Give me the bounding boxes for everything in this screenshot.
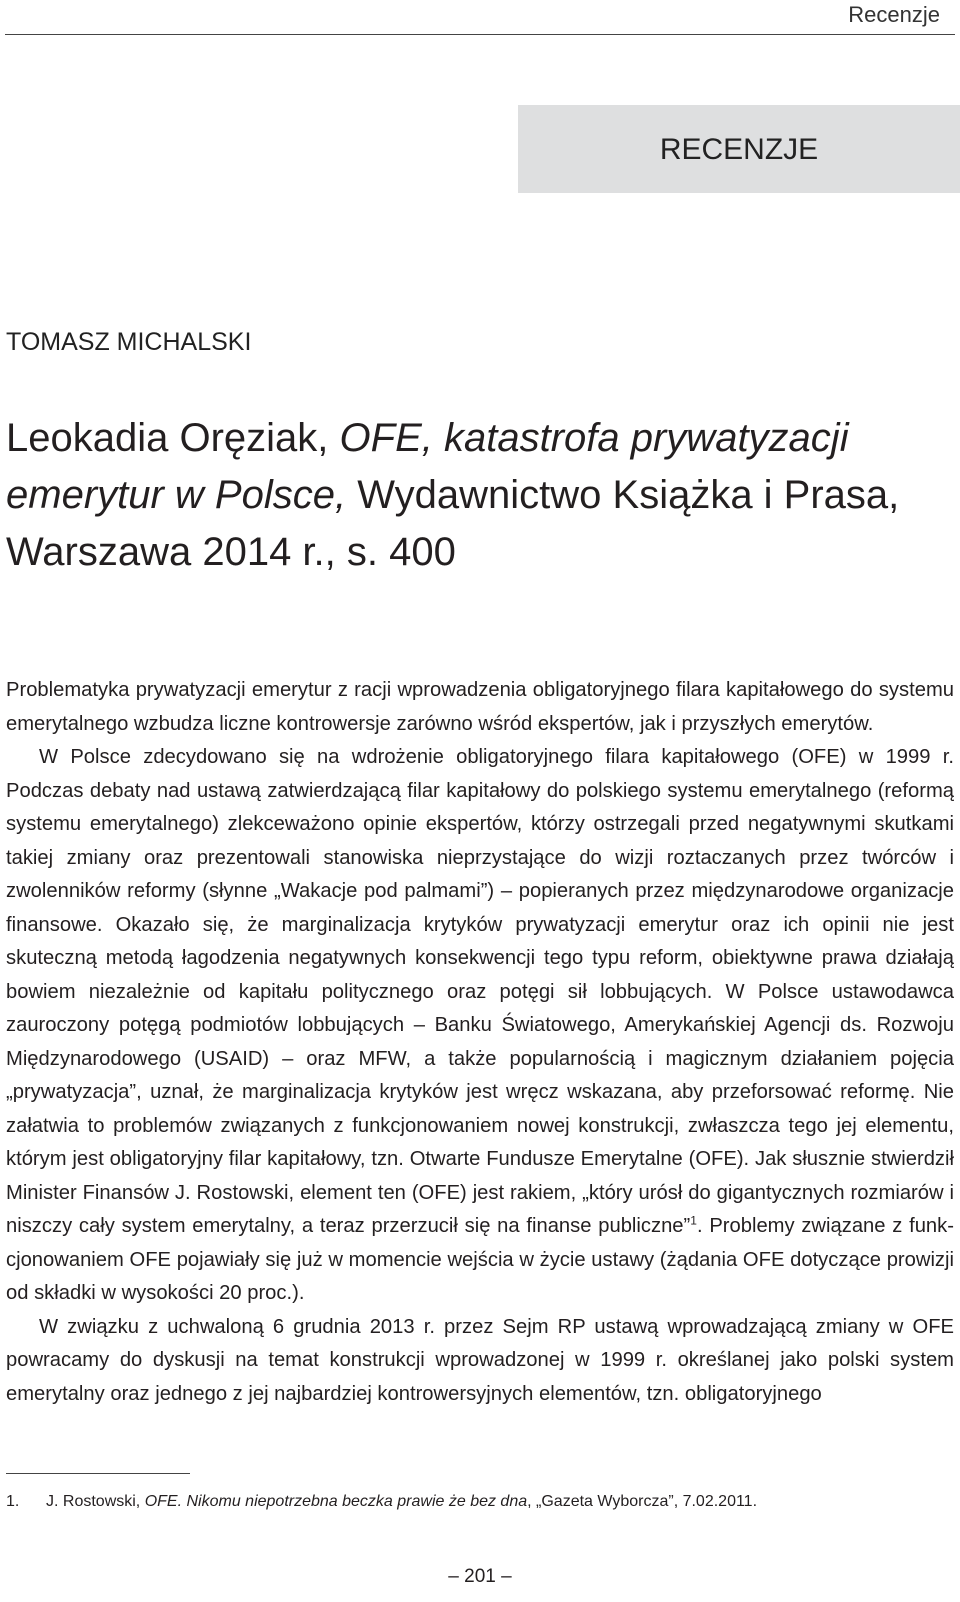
paragraph-text: W Polsce zdecydowano się na wdrożenie obligatoryjnego filara kapitałowego (OFE) w 1999 r. Podczas debaty nad ustawą zatwierdzającą filar kapitałowy do polskiego systemu emerytalnego (reformą systemu emerytalnego) zlekceważono opinie ekspertów, którzy ostrzegali przed negatywnymi skutkami takiej zmiany oraz prezentowali stanowiska nieprzystające do wizji roztaczanych przez twórców i zwolenników reformy (słynne „Wakacje pod palmami”) – popieranych przez międzynarodowe organizacje finansowe. Okazało się, że marginalizacja krytyków prywatyzacji emerytur oraz ich opinii nie jest skuteczną metodą łagodzenia negatywnych konsekwencji tego typu reform, obiektywne prawa działają bowiem niezależnie od kapitału politycznego oraz potęgi sił lobbujących. W Polsce ustawodawca zauroczony potęgą podmiotów lobbujących – Banku Światowego, Amerykańskiej Agencji ds. Rozwoju Międzynarodowego (USAID) – oraz MFW, a także popularnością i magicznym działaniem pojęcia „prywatyzacja”, uznał, że marginalizacja krytyków jest wręcz wskazana, aby przeforsować reformę. Nie załatwia to problemów związanych z funkcjonowaniem nowej konstrukcji, zwłaszcza tego jej elementu, którym jest obligatoryjny filar kapitałowy, tzn. Otwarte Fundusze Emerytalne (OFE). Jak słusznie stwierdził Minister Finansów J. Rostowski, element ten (OFE) jest rakiem, „który urósł do gigantycznych rozmiarów i niszczy cały system emerytalny, a teraz przerzucił się na finanse publiczne” <box>6 746 954 1237</box>
footnote-author: J. Rostowski, <box>46 1493 141 1510</box>
paragraph: W związku z uchwaloną 6 grudnia 2013 r. przez Sejm RP ustawą wprowadzającą zmiany w OFE powracamy do dyskusji na temat konstrukcji wprowadzonej w 1999 r. określanej jako polski system emerytalny oraz jednego z jej najbardziej kontrowersyjnych elementów, tzn. obligatoryjnego <box>6 1315 954 1405</box>
header-divider <box>5 34 955 35</box>
section-banner <box>518 105 960 193</box>
paragraph-text: . Problemy związane z funkcjonowaniem OFE pojawiały się już w momencie wejścia w życie ustawy (żądania OFE dotyczące prowizji od składki w wysokości 20 proc.). <box>6 1215 954 1304</box>
review-body <box>6 674 954 1411</box>
footnote-number: 1. <box>6 1493 20 1510</box>
paragraph: Problematyka prywatyzacji emerytur z racji wprowadzenia obligatoryjnego filara kapitałowego do systemu emerytalnego wzbudza liczne kontrowersje zarówno wśród ekspertów, jak i przyszłych emerytów. <box>6 679 954 735</box>
footnote-title: OFE. Nikomu niepotrzebna beczka prawie że bez dna <box>144 1493 528 1510</box>
footnote-divider <box>6 1473 190 1474</box>
book-title <box>6 410 951 581</box>
running-head: Recenzje <box>848 2 940 27</box>
footnote-source: , „Gazeta Wyborcza”, 7.02.2011. <box>527 1493 758 1510</box>
book-publisher: Wydawnictwo Książka i Prasa, Warszawa 2014 r., s. 400 <box>6 473 900 574</box>
book-title-italic: OFE, katastrofa prywatyzacji emerytur w Polsce, <box>6 416 849 517</box>
footnote-ref[interactable]: 1 <box>690 1213 697 1228</box>
page-number: – 201 – <box>448 1566 512 1587</box>
section-title: RECENZJE <box>659 133 819 166</box>
book-author: Leokadia Oręziak, <box>6 416 329 460</box>
review-author: TOMASZ MICHALSKI <box>6 328 252 356</box>
paragraph <box>6 741 954 1311</box>
footnote <box>6 1493 757 1511</box>
